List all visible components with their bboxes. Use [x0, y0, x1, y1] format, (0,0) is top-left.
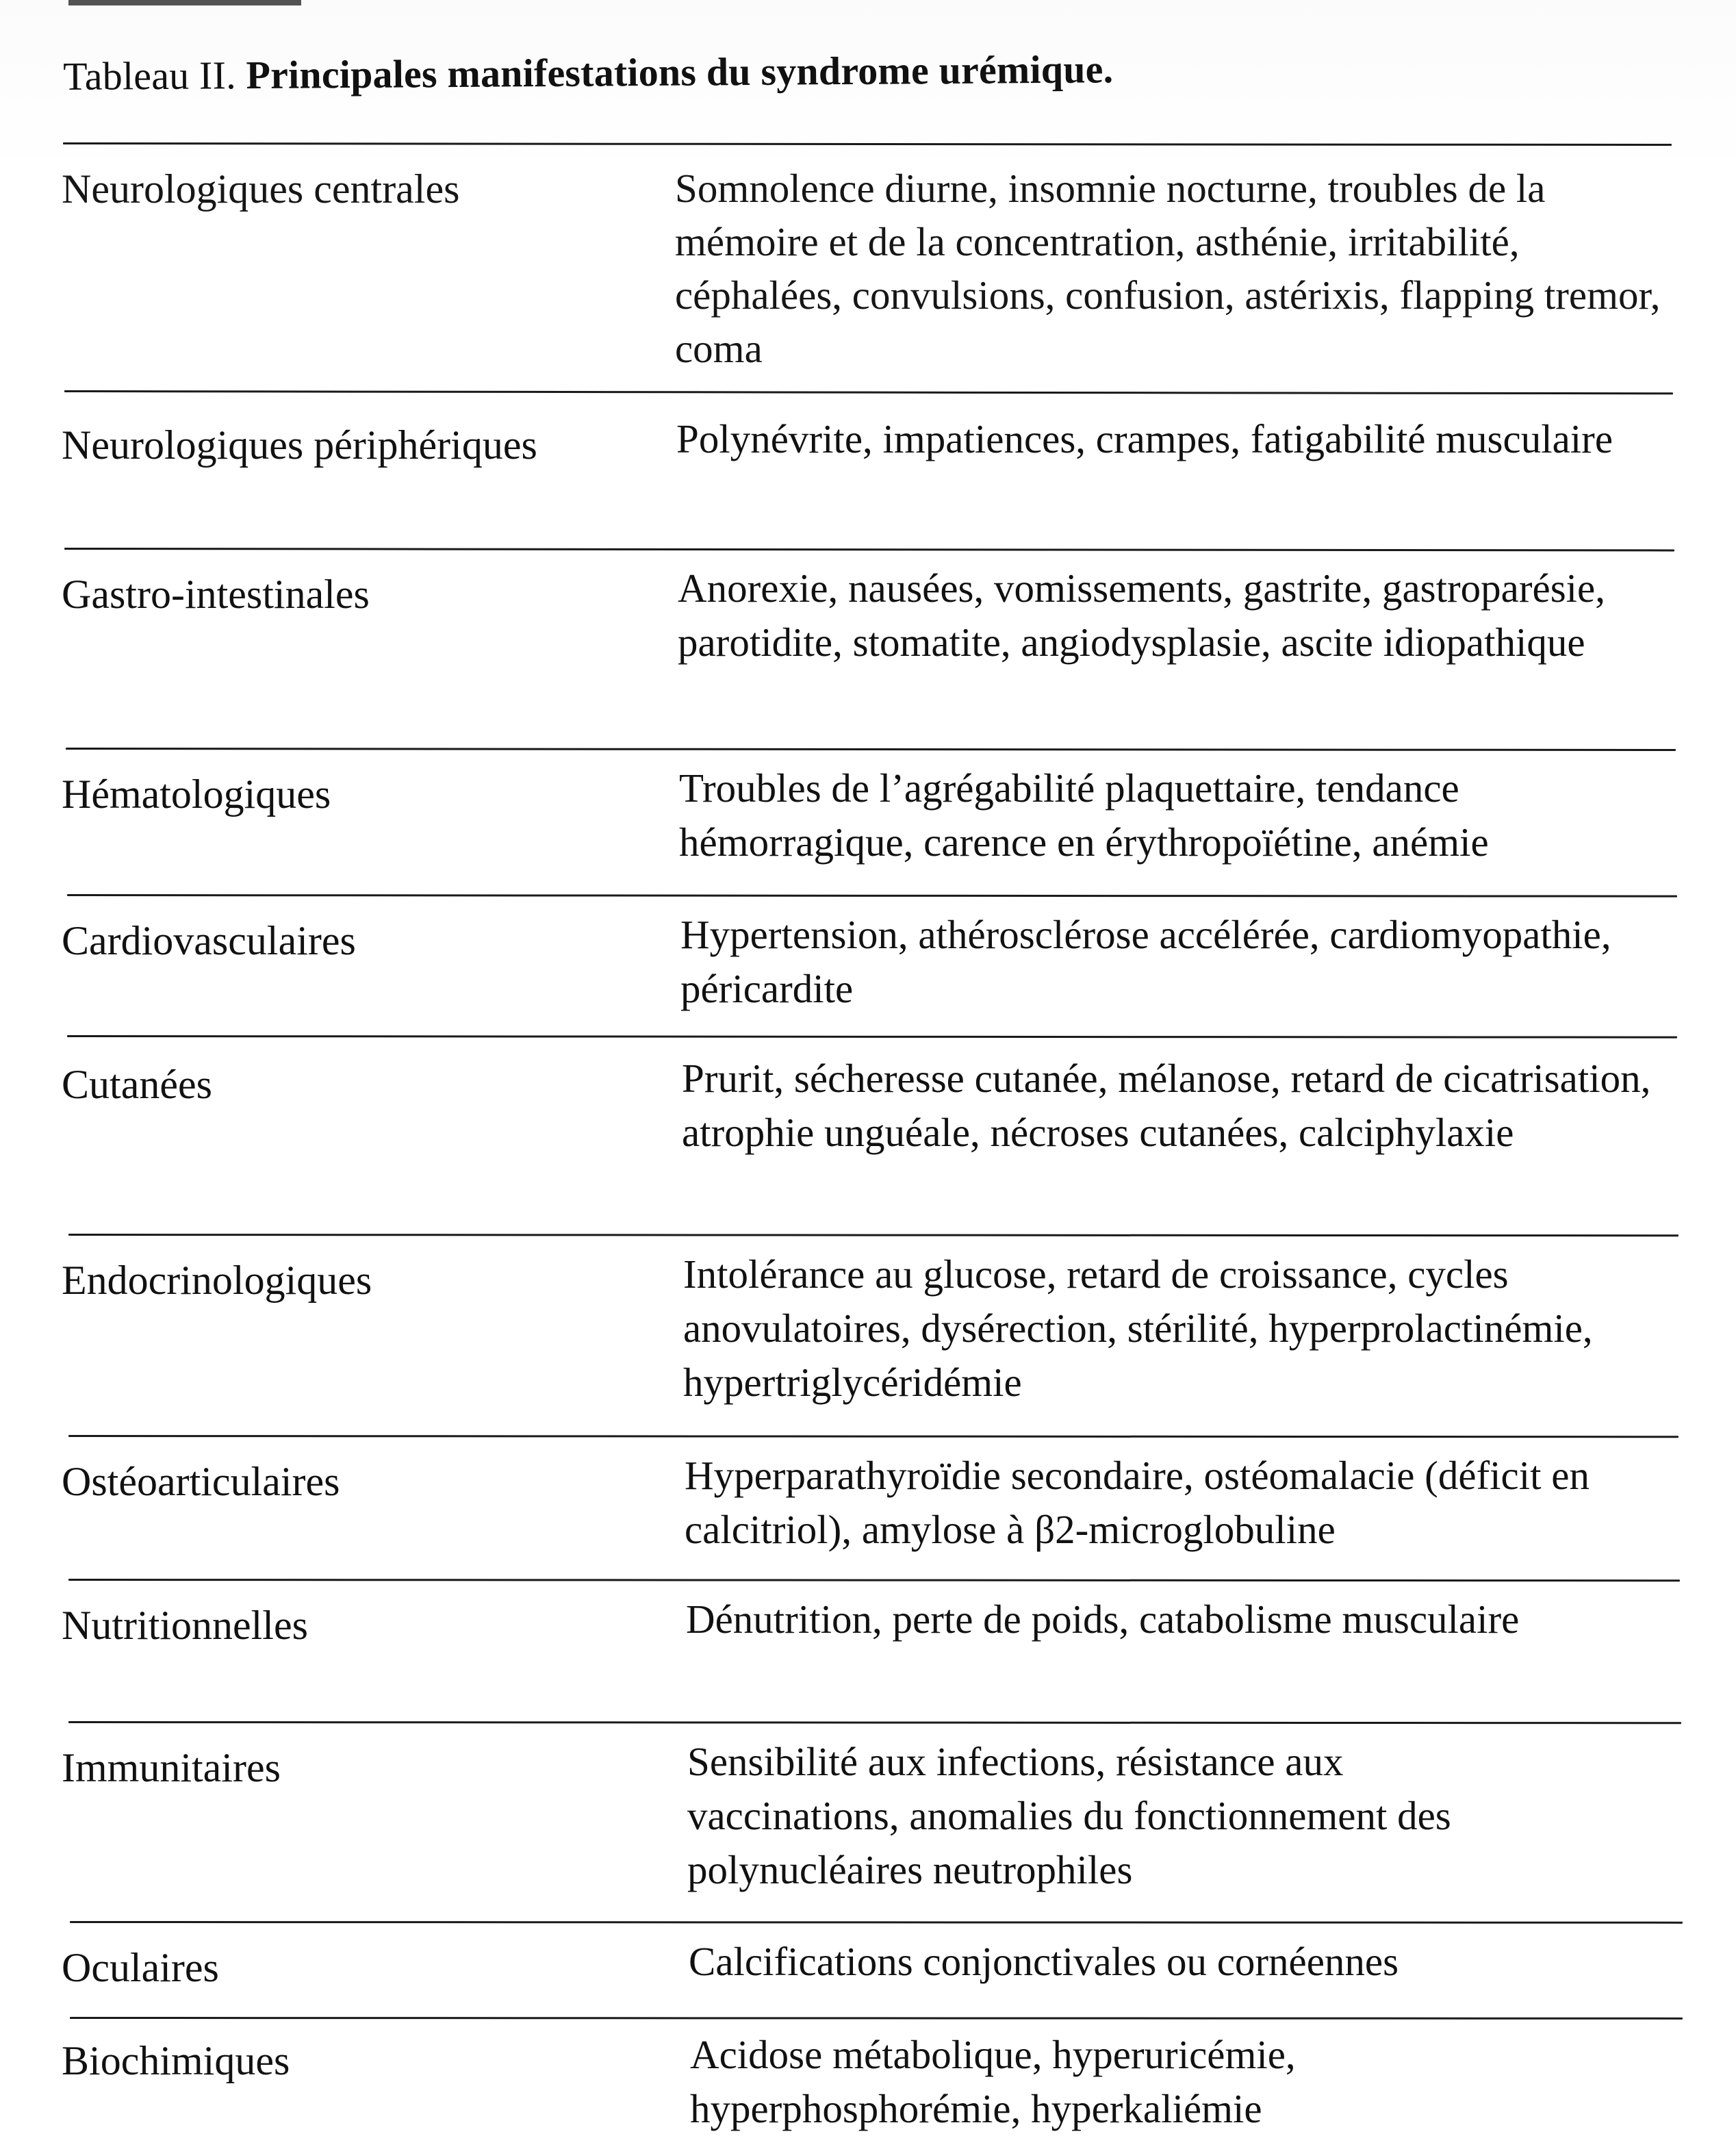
row-divider — [66, 748, 1676, 751]
table-top-rule — [63, 142, 1672, 146]
category-cell: Endocrinologiques — [62, 1258, 372, 1303]
category-cell: Neurologiques périphériques — [62, 422, 537, 468]
manifestations-cell: Anorexie, nausées, vomissements, gastrite, gastroparésie, parotidite, stomatite, angiodysplasie, ascite idiopathique — [678, 565, 1605, 665]
category-cell: Nutritionnelles — [62, 1603, 308, 1648]
category-cell: Neurologiques centrales — [62, 166, 460, 212]
manifestations-cell: Acidose métabolique, hyperuricémie, hyperphosphorémie, hyperkaliémie — [690, 2032, 1296, 2131]
category-cell: Immunitaires — [62, 1745, 281, 1790]
row-divider — [67, 894, 1677, 898]
category-cell: Gastro-intestinales — [62, 572, 370, 617]
category-cell: Cutanées — [62, 1062, 212, 1107]
manifestations-cell: Sensibilité aux infections, résistance aux vaccinations, anomalies du fonctionnement des polynucléaires neutrophiles — [687, 1739, 1451, 1892]
category-cell: Oculaires — [62, 1945, 219, 1990]
category-cell: Cardiovasculaires — [62, 918, 356, 963]
manifestations-cell: Dénutrition, perte de poids, catabolisme musculaire — [686, 1597, 1520, 1642]
manifestations-cell: Prurit, sécheresse cutanée, mélanose, retard de cicatrisation, atrophie unguéale, nécroses cutanées, calciphylaxie — [682, 1056, 1651, 1155]
row-divider — [68, 1435, 1678, 1438]
category-cell: Hématologiques — [62, 772, 331, 817]
manifestations-cell: Somnolence diurne, insomnie nocturne, troubles de la mémoire et de la concentration, asthénie, irritabilité, céphalées, convulsions, confusion, astérixis, flapping tremor, coma — [675, 166, 1661, 371]
manifestations-cell: Intolérance au glucose, retard de croissance, cycles anovulatoires, dysérection, stérilité, hyperprolactinémie, hypertriglycéridémie — [683, 1251, 1593, 1405]
category-cell: Biochimiques — [62, 2038, 290, 2083]
table-number: Tableau II. — [62, 53, 237, 99]
row-divider — [67, 1035, 1677, 1039]
row-divider — [68, 1234, 1678, 1236]
row-divider — [70, 1921, 1683, 1924]
row-divider — [64, 548, 1674, 551]
row-divider — [68, 1579, 1680, 1581]
row-divider — [64, 390, 1673, 394]
manifestations-cell: Hypertension, athérosclérose accélérée, cardiomyopathie, péricardite — [680, 912, 1611, 1011]
table-title: Principales manifestations du syndrome urémique. — [246, 47, 1114, 98]
manifestations-cell: Polynévrite, impatiences, crampes, fatigabilité musculaire — [676, 416, 1613, 461]
category-cell: Ostéoarticulaires — [62, 1459, 340, 1504]
manifestations-cell: Troubles de l’agrégabilité plaquettaire, tendance hémorragique, carence en érythropoïétine, anémie — [679, 765, 1489, 865]
manifestations-cell: Hyperparathyroïdie secondaire, ostéomalacie (déficit en calcitriol), amylose à β2-microglobuline — [685, 1453, 1590, 1552]
row-divider — [68, 1721, 1681, 1724]
row-divider — [70, 2017, 1683, 2020]
manifestations-cell: Calcifications conjonctivales ou cornéennes — [689, 1939, 1399, 1984]
